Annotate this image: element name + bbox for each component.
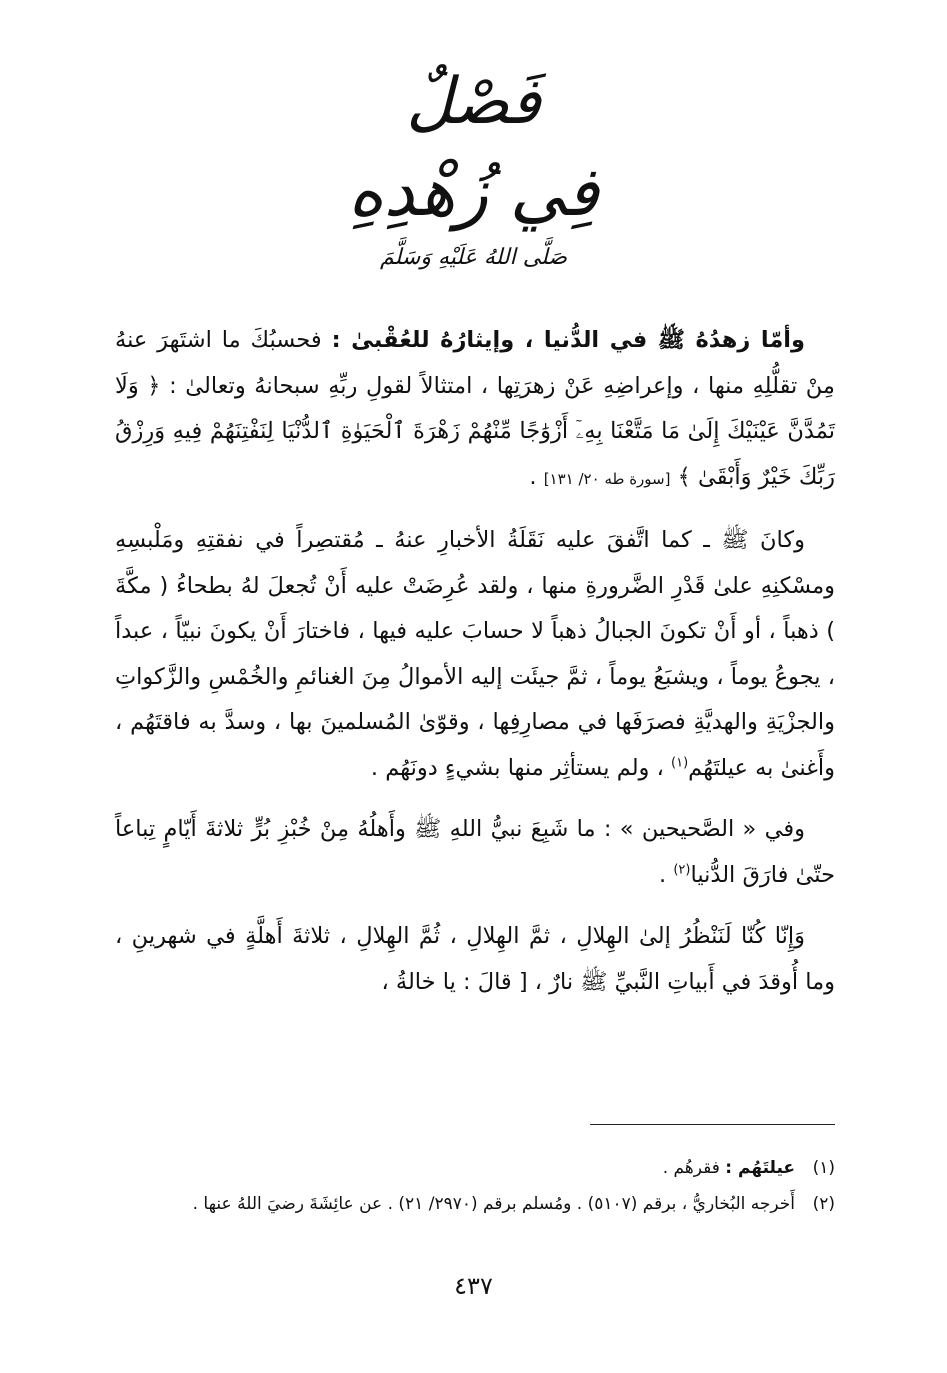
chapter-title-word: فَصْلٌ — [406, 65, 541, 139]
salutation-calligraphy: صَلَّى اللهُ عَلَيْهِ وَسَلَّمَ — [380, 245, 567, 270]
paragraph-4 — [115, 914, 835, 1005]
footnote-text — [160, 1152, 795, 1184]
chapter-title-subject: فِي زُهْدِهِ — [348, 153, 599, 232]
footnote-2 — [160, 1188, 835, 1220]
paragraph-2 — [115, 518, 835, 791]
paragraph-1-text: فحسبُكَ ما اشتَهرَ عنهُ مِنْ تقلُّلِهِ منها ، وإعراضِهِ عَنْ زهرَتِها ، امتثالاً لقولِ ربِّهِ سبحانهُ وتعالىٰ : ﴿ — [115, 327, 835, 399]
footnotes — [160, 1152, 835, 1224]
paragraph-1 — [115, 318, 835, 502]
footnote-ref-1: (١) — [671, 755, 689, 770]
footnote-1 — [160, 1152, 835, 1184]
main-text — [115, 318, 835, 1021]
footnote-divider — [590, 1124, 835, 1125]
footnote-number: (٢) — [812, 1194, 835, 1214]
footnote-label: عيلتَهُم : — [725, 1158, 795, 1178]
quran-close-bracket: ﴾ — [677, 463, 691, 490]
paragraph-2-tail: ، ولم يستأثِر منها بشيءٍ دونَهُم . — [370, 754, 664, 781]
paragraph-1-lead: وأمّا زهدُهُ ﷺ في الدُّنيا ، وإيثارُهُ للعُقْبىٰ : — [331, 327, 806, 353]
paragraph-3-text: وفي « الصَّحيحين » : ما شَبِعَ نبيُّ اللهِ ﷺ وأَهلُهُ مِنْ خُبْزِ بُرٍّ ثلاثةَ أَيّامٍ تِباعاً حتّىٰ فارَقَ الدُّنيا — [115, 816, 835, 888]
footnote-text — [160, 1188, 795, 1220]
footnote-body: أَخرجه البُخاريُّ ، برقم (٥١٠٧) . ومُسلم برقم (٢٩٧٠/ ٢١) . عن عائِشَةَ رضيَ اللهُ عنها . — [192, 1194, 795, 1214]
surah-reference: [سورة طه ٢٠/ ١٣١] — [543, 469, 671, 488]
paragraph-1-end: . — [529, 463, 537, 490]
paragraph-4-text: وَإِنّا كُنّا لَنَنْظُرُ إلىٰ الهِلالِ ، ثمَّ الهِلالِ ، ثُمَّ الهِلالِ ، ثلاثةَ أَهلَّةٍ في شهرينِ ، وما أُوقدَ في أَبياتِ النَّبيِّ ﷺ نارٌ ، [ قالَ : يا خالةُ ، — [115, 923, 835, 995]
footnote-number: (١) — [812, 1158, 835, 1178]
paragraph-3-tail: . — [659, 861, 667, 888]
footnote-body: فقرهُم . — [662, 1158, 720, 1178]
quran-verse: وَلَا تَمُدَّنَّ عَيْنَيْكَ إِلَىٰ مَا مَتَّعْنَا بِهِۦٓ أَزْوَٰجًا مِّنْهُمْ زَهْرَةَ ٱلْحَيَوٰةِ ٱلدُّنْيَا لِنَفْتِنَهُمْ فِيهِ وَرِزْقُ رَبِّكَ خَيْرٌ وَأَبْقَىٰ — [115, 372, 835, 490]
paragraph-2-text: وكانَ ﷺ ـ كما اتَّفقَ عليه نَقَلَةُ الأخبارِ عنهُ ـ مُقتصِراً في نفقتِهِ ومَلْبسِهِ ومسْكنِهِ علىٰ قَدْرِ الضَّرورةِ منها ، ولقد عُرِضَتْ عليه أَنْ تُجعلَ لهُ بطحاءُ ( مكَّةَ ) ذهباً ، أو أَنْ تكونَ الجبالُ ذهباً لا حسابَ عليه فيها ، فاختارَ أَنْ يكونَ نبيّاً ، عبداً ، يجوعُ يوماً ، ويشبَعُ يوماً ، ثمَّ جيئَت إليه الأموالُ مِنَ الغنائمِ والخُمْسِ والزَّكواتِ والجزْيَةِ والهديَّةِ فصرَفَها في مصارِفِها ، وقوّىٰ المُسلمينَ بها ، وسدَّ به فاقتَهُم ، وأَغنىٰ به عيلتَهُم — [115, 527, 835, 781]
footnote-ref-2: (٢) — [673, 862, 691, 877]
paragraph-3 — [115, 807, 835, 898]
page-number: ٤٣٧ — [454, 1272, 493, 1300]
